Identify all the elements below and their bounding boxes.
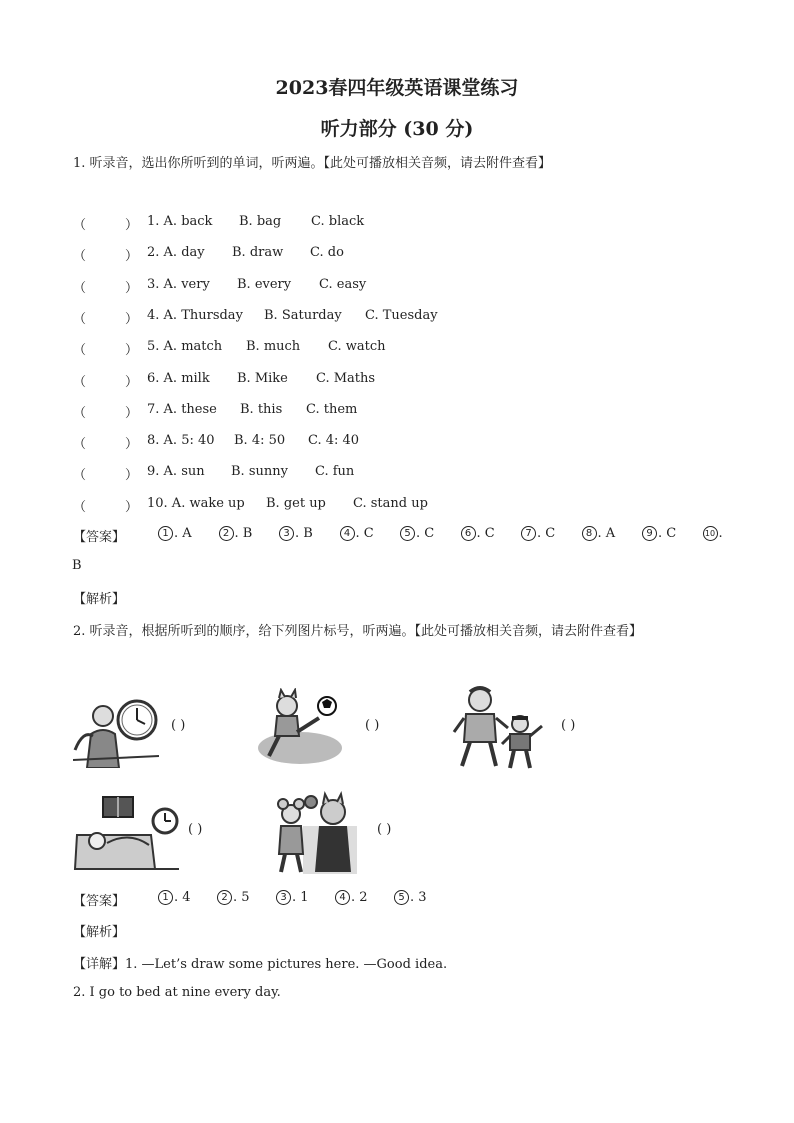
circled-number: 9 (642, 526, 657, 541)
answer-value: . 1 (292, 890, 309, 905)
circled-number: 5 (400, 526, 415, 541)
circled-number: 1 (158, 890, 173, 905)
answer-value: . 4 (174, 890, 191, 905)
answer-value: . C (537, 526, 556, 541)
q2-answer-item (158, 890, 191, 905)
page-title: 2023春四年级英语课堂练习 (275, 77, 519, 99)
q2-instruction: 2. 听录音，根据所听到的顺序，给下列图片标号，听两遍。【此处可播放相关音频，请去附件查看】 (73, 624, 643, 639)
section-subtitle: 听力部分 (30 分) (320, 118, 474, 140)
q1-option-b: B. every (237, 276, 292, 292)
q1-option-a: 1. A. back (147, 214, 213, 229)
circled-number: 6 (461, 526, 476, 541)
picture-5-blank: ( ) (377, 822, 392, 837)
q2-answer-label: 【答案】 (73, 894, 126, 909)
q1-answer-item (279, 526, 313, 541)
q1-bracket-open: （ (73, 437, 87, 453)
q2-detail-text-1: 1. —Let’s draw some pictures here. —Good idea. (125, 957, 448, 972)
q1-bracket-open: （ (73, 374, 87, 390)
q1-answer-item (219, 526, 253, 541)
q1-answer-item (340, 526, 374, 541)
q1-answer-item (158, 526, 192, 541)
answer-value: . 2 (351, 890, 368, 905)
q1-option-a: 2. A. day (147, 245, 205, 261)
circled-number: 8 (582, 526, 597, 541)
circled-number: 2 (219, 526, 234, 541)
q1-option-b: B. get up (266, 495, 326, 511)
circled-number: 4 (340, 526, 355, 541)
q1-option-b: B. Mike (237, 370, 288, 386)
q1-option-a: 5. A. match (147, 339, 223, 355)
q1-bracket-open: （ (73, 499, 87, 515)
picture-boys-walking (450, 684, 546, 770)
q1-bracket-open: （ (73, 280, 87, 296)
answer-value: . B (234, 526, 253, 541)
q1-bracket-close: ） (125, 249, 139, 265)
q1-option-c: C. do (310, 245, 344, 261)
answer-value: . C (416, 526, 435, 541)
q1-option-c: C. fun (315, 464, 355, 480)
q1-option-a: 6. A. milk (147, 370, 210, 386)
q1-analysis-label: 【解析】 (73, 592, 126, 607)
circled-number: 2 (217, 890, 232, 905)
answer-value: . C (476, 526, 495, 541)
q1-bracket-close: ） (125, 374, 139, 390)
q1-answer-item (400, 526, 434, 541)
circled-number: 3 (276, 890, 291, 905)
q1-bracket-close: ） (125, 468, 139, 484)
picture-3-blank: ( ) (561, 718, 576, 733)
q1-bracket-open: （ (73, 218, 87, 233)
q1-bracket-close: ） (125, 437, 139, 453)
q1-answer-item (521, 526, 555, 541)
q1-bracket-close: ） (125, 499, 139, 515)
q1-bracket-close: ） (125, 218, 139, 233)
picture-man-with-clock (73, 690, 159, 768)
q1-bracket-open: （ (73, 249, 87, 265)
q1-instruction: 1. 听录音，选出你所听到的单词，听两遍。【此处可播放相关音频，请去附件查看】 (73, 156, 552, 171)
picture-boy-sleeping (73, 793, 179, 873)
q1-option-b: B. Saturday (264, 307, 342, 323)
q1-option-c: C. stand up (353, 495, 428, 511)
q1-bracket-open: （ (73, 405, 87, 421)
answer-value: . C (355, 526, 374, 541)
q1-bracket-open: （ (73, 468, 87, 484)
picture-mouse-and-cat (267, 790, 357, 874)
q1-option-c: C. 4: 40 (308, 433, 360, 449)
q1-option-c: C. black (311, 214, 365, 229)
q1-answer-item (582, 526, 616, 541)
picture-1-blank: ( ) (171, 718, 186, 733)
answer-value: . A (174, 526, 192, 541)
circled-number: 3 (279, 526, 294, 541)
q1-option-c: C. them (306, 401, 358, 417)
q1-answer-item (703, 526, 723, 541)
picture-2-blank: ( ) (365, 718, 380, 733)
q1-option-a: 7. A. these (147, 401, 217, 417)
picture-cat-football (255, 688, 345, 766)
q2-answer-item (335, 890, 368, 905)
q1-option-b: B. sunny (231, 464, 288, 480)
answer-value: . C (658, 526, 677, 541)
q1-option-b: B. draw (232, 245, 284, 261)
q2-detail-label: 【详解】 (73, 957, 126, 972)
q2-answer-item (217, 890, 250, 905)
answer-value: . B (295, 526, 313, 541)
q1-option-a: 3. A. very (147, 276, 210, 292)
answer-value: . A (597, 526, 616, 541)
q1-bracket-close: ） (125, 311, 139, 327)
q1-option-c: C. watch (328, 339, 386, 355)
q1-answer-wrap: B (72, 558, 82, 573)
q1-bracket-close: ） (125, 280, 139, 296)
q2-answer-item (276, 890, 309, 905)
answer-value: . 3 (410, 890, 427, 905)
q1-answer-label: 【答案】 (73, 530, 126, 545)
circled-number: 10 (703, 526, 718, 541)
q1-option-a: 9. A. sun (147, 464, 205, 480)
circled-number: 7 (521, 526, 536, 541)
circled-number: 5 (394, 890, 409, 905)
q1-option-b: B. much (246, 339, 301, 355)
q1-option-a: 10. A. wake up (147, 495, 245, 511)
q1-option-a: 4. A. Thursday (147, 307, 243, 323)
q1-bracket-open: （ (73, 311, 87, 327)
circled-number: 4 (335, 890, 350, 905)
q1-bracket-open: （ (73, 343, 87, 359)
q1-option-c: C. easy (319, 276, 367, 292)
q1-option-b: B. 4: 50 (234, 433, 286, 449)
picture-4-blank: ( ) (188, 822, 203, 837)
answer-value: . (718, 526, 723, 541)
q1-option-a: 8. A. 5: 40 (147, 433, 215, 449)
q2-answer-item (394, 890, 427, 905)
q1-option-c: C. Tuesday (365, 307, 438, 323)
q1-answer-item (642, 526, 676, 541)
q1-option-b: B. this (240, 401, 283, 417)
q2-analysis-label: 【解析】 (73, 925, 126, 940)
q1-bracket-close: ） (125, 405, 139, 421)
circled-number: 1 (158, 526, 173, 541)
q1-bracket-close: ） (125, 343, 139, 359)
q1-option-c: C. Maths (316, 370, 376, 386)
q1-option-b: B. bag (239, 214, 282, 229)
q1-answer-item (461, 526, 495, 541)
answer-value: . 5 (233, 890, 250, 905)
q2-detail-line-1 (73, 953, 447, 972)
q2-detail-line-2: 2. I go to bed at nine every day. (73, 985, 281, 1000)
